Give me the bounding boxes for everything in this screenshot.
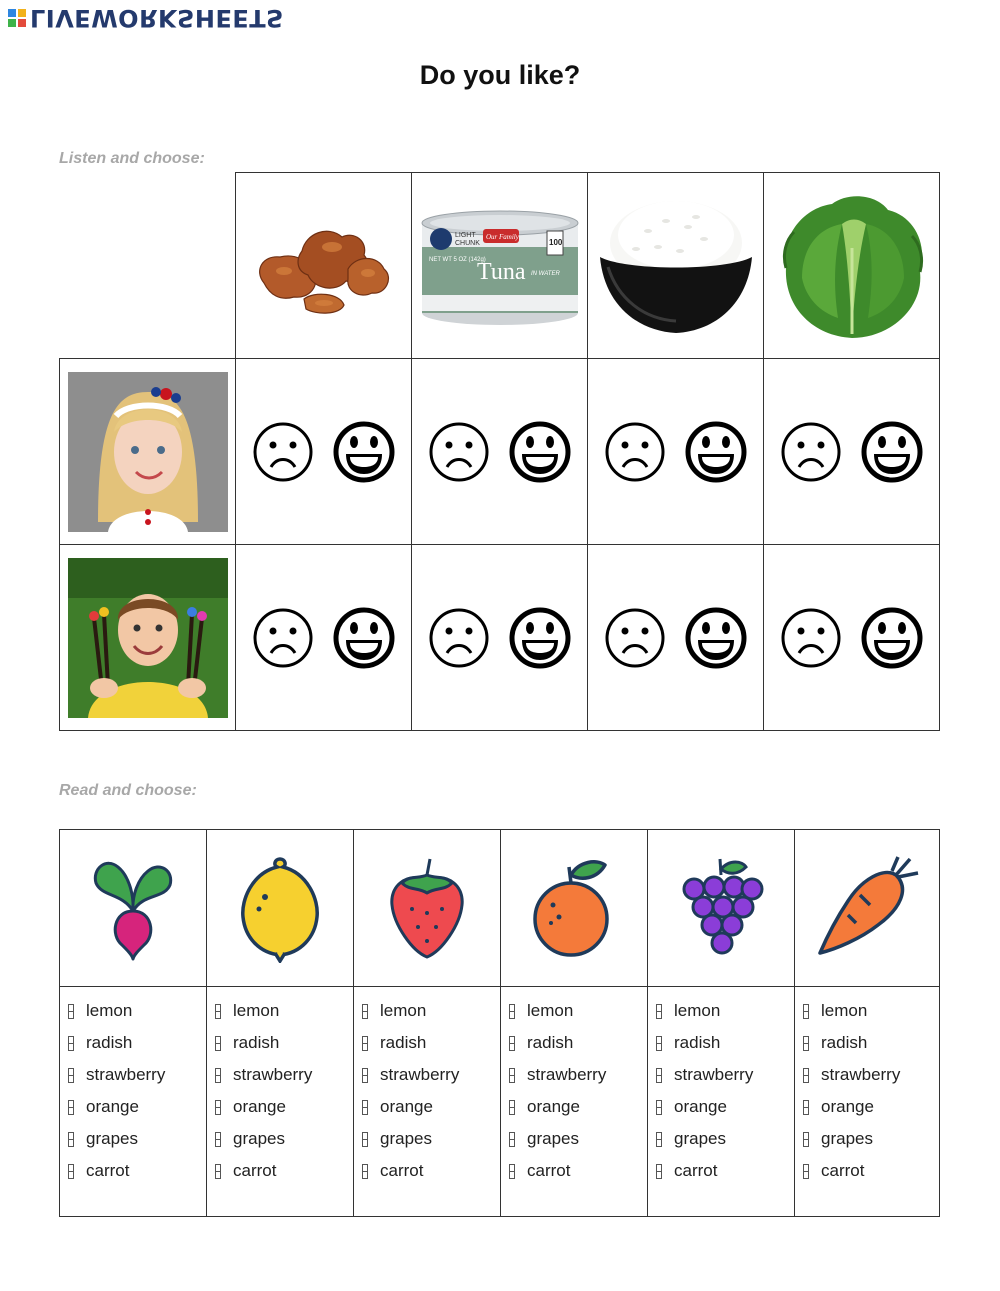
option-radish[interactable]: radish — [362, 1027, 500, 1059]
option-checkbox[interactable] — [362, 1004, 368, 1019]
option-carrot[interactable]: carrot — [803, 1155, 939, 1187]
option-lemon[interactable]: lemon — [215, 995, 353, 1027]
option-checkbox[interactable] — [509, 1004, 515, 1019]
option-checkbox[interactable] — [215, 1100, 221, 1115]
lettuce-icon — [772, 188, 932, 343]
page-title: Do you like? — [419, 60, 581, 90]
happy-face-icon[interactable] — [684, 606, 748, 670]
option-lemon[interactable]: lemon — [68, 995, 206, 1027]
option-checkbox[interactable] — [215, 1068, 221, 1083]
option-strawberry[interactable]: strawberry — [656, 1059, 794, 1091]
option-grapes[interactable]: grapes — [509, 1123, 647, 1155]
can-label-light: LIGHT — [454, 231, 476, 239]
option-lemon[interactable]: lemon — [656, 995, 794, 1027]
sad-face-icon[interactable] — [604, 607, 666, 669]
food-header-lettuce — [763, 172, 940, 359]
option-checkbox[interactable] — [68, 1132, 74, 1147]
option-checkbox[interactable] — [656, 1036, 662, 1051]
option-radish[interactable]: radish — [215, 1027, 353, 1059]
answer-cell-boy-chicken[interactable] — [235, 544, 412, 731]
picture-cell-3 — [353, 829, 501, 987]
boy-row-photo — [59, 544, 236, 731]
options-cell-3 — [353, 986, 501, 1217]
option-radish[interactable]: radish — [803, 1027, 939, 1059]
option-orange[interactable]: orange — [656, 1091, 794, 1123]
option-lemon[interactable]: lemon — [362, 995, 500, 1027]
option-orange[interactable]: orange — [68, 1091, 206, 1123]
picture-cell-5 — [647, 829, 795, 987]
option-radish[interactable]: radish — [509, 1027, 647, 1059]
option-checkbox[interactable] — [215, 1132, 221, 1147]
option-checkbox[interactable] — [803, 1164, 809, 1179]
option-radish[interactable]: radish — [656, 1027, 794, 1059]
option-grapes[interactable]: grapes — [68, 1123, 206, 1155]
options-cell-5 — [647, 986, 795, 1217]
option-grapes[interactable]: grapes — [803, 1123, 939, 1155]
food-header-rice — [587, 172, 764, 359]
happy-face-icon[interactable] — [508, 420, 572, 484]
carrot-icon — [812, 853, 922, 963]
picture-cell-2 — [206, 829, 354, 987]
option-strawberry[interactable]: strawberry — [362, 1059, 500, 1091]
sad-face-icon[interactable] — [252, 421, 314, 483]
option-checkbox[interactable] — [509, 1036, 515, 1051]
answer-cell-boy-rice[interactable] — [587, 544, 764, 731]
option-checkbox[interactable] — [803, 1100, 809, 1115]
option-strawberry[interactable]: strawberry — [509, 1059, 647, 1091]
option-radish[interactable]: radish — [68, 1027, 206, 1059]
can-label-badge: 100 — [548, 237, 562, 247]
option-checkbox[interactable] — [68, 1068, 74, 1083]
answer-cell-girl-tuna[interactable] — [411, 358, 588, 545]
options-cell-1 — [59, 986, 207, 1217]
option-checkbox[interactable] — [362, 1164, 368, 1179]
can-label-product: Tuna — [476, 258, 525, 285]
read-section-label: Read and choose: — [59, 782, 197, 799]
food-header-chicken — [235, 172, 412, 359]
orange-icon — [529, 853, 619, 963]
option-lemon[interactable]: lemon — [803, 995, 939, 1027]
option-checkbox[interactable] — [803, 1036, 809, 1051]
option-checkbox[interactable] — [215, 1164, 221, 1179]
girl-photo — [68, 372, 228, 532]
sad-face-icon[interactable] — [780, 607, 842, 669]
tuna-can-icon — [419, 201, 581, 331]
options-cell-4 — [500, 986, 648, 1217]
option-checkbox[interactable] — [68, 1036, 74, 1051]
option-grapes[interactable]: grapes — [362, 1123, 500, 1155]
option-orange[interactable]: orange — [803, 1091, 939, 1123]
can-label-weight: NET WT 5 OZ (142g) — [428, 256, 486, 263]
listen-table — [59, 172, 940, 731]
chicken-wings-icon — [244, 211, 404, 321]
listen-section-label: Listen and choose: — [59, 150, 205, 167]
option-checkbox[interactable] — [215, 1004, 221, 1019]
option-checkbox[interactable] — [362, 1068, 368, 1083]
food-header-tuna — [411, 172, 588, 359]
happy-face-icon[interactable] — [332, 606, 396, 670]
brand-logo — [8, 4, 284, 32]
answer-cell-boy-tuna[interactable] — [411, 544, 588, 731]
option-carrot[interactable]: carrot — [656, 1155, 794, 1187]
option-strawberry[interactable]: strawberry — [68, 1059, 206, 1091]
girl-row-photo — [59, 358, 236, 545]
happy-face-icon[interactable] — [508, 606, 572, 670]
option-checkbox[interactable] — [509, 1132, 515, 1147]
option-orange[interactable]: orange — [215, 1091, 353, 1123]
option-checkbox[interactable] — [362, 1132, 368, 1147]
answer-cell-girl-lettuce[interactable] — [763, 358, 940, 545]
option-checkbox[interactable] — [215, 1036, 221, 1051]
option-orange[interactable]: orange — [362, 1091, 500, 1123]
option-checkbox[interactable] — [656, 1164, 662, 1179]
option-carrot[interactable]: carrot — [68, 1155, 206, 1187]
option-checkbox[interactable] — [803, 1132, 809, 1147]
happy-face-icon[interactable] — [332, 420, 396, 484]
option-carrot[interactable]: carrot — [215, 1155, 353, 1187]
picture-cell-1 — [59, 829, 207, 987]
option-checkbox[interactable] — [803, 1004, 809, 1019]
option-carrot[interactable]: carrot — [509, 1155, 647, 1187]
option-checkbox[interactable] — [656, 1068, 662, 1083]
boy-photo — [68, 558, 228, 718]
option-checkbox[interactable] — [68, 1004, 74, 1019]
option-checkbox[interactable] — [803, 1068, 809, 1083]
option-checkbox[interactable] — [509, 1100, 515, 1115]
happy-face-icon[interactable] — [860, 606, 924, 670]
answer-cell-girl-chicken[interactable] — [235, 358, 412, 545]
option-checkbox[interactable] — [509, 1164, 515, 1179]
strawberry-icon — [382, 853, 472, 963]
picture-cell-6 — [794, 829, 940, 987]
rice-bowl-icon — [596, 191, 756, 341]
read-table — [59, 829, 940, 1217]
brand-text: LIVEWORKSHEETS — [30, 4, 284, 32]
option-checkbox[interactable] — [362, 1100, 368, 1115]
sad-face-icon[interactable] — [428, 607, 490, 669]
option-checkbox[interactable] — [68, 1164, 74, 1179]
option-strawberry[interactable]: strawberry — [215, 1059, 353, 1091]
option-checkbox[interactable] — [656, 1132, 662, 1147]
answer-cell-girl-rice[interactable] — [587, 358, 764, 545]
answer-cell-boy-lettuce[interactable] — [763, 544, 940, 731]
option-checkbox[interactable] — [656, 1100, 662, 1115]
can-label-chunk: CHUNK — [454, 239, 480, 247]
option-orange[interactable]: orange — [509, 1091, 647, 1123]
happy-face-icon[interactable] — [684, 420, 748, 484]
radish-icon — [88, 853, 178, 963]
grapes-icon — [676, 853, 766, 963]
sad-face-icon[interactable] — [252, 607, 314, 669]
sad-face-icon[interactable] — [428, 421, 490, 483]
happy-face-icon[interactable] — [860, 420, 924, 484]
option-checkbox[interactable] — [656, 1004, 662, 1019]
lemon-icon — [235, 853, 325, 963]
option-strawberry[interactable]: strawberry — [803, 1059, 939, 1091]
sad-face-icon[interactable] — [780, 421, 842, 483]
option-grapes[interactable]: grapes — [656, 1123, 794, 1155]
option-checkbox[interactable] — [362, 1036, 368, 1051]
option-lemon[interactable]: lemon — [509, 995, 647, 1027]
option-checkbox[interactable] — [509, 1068, 515, 1083]
picture-cell-4 — [500, 829, 648, 987]
option-grapes[interactable]: grapes — [215, 1123, 353, 1155]
options-cell-6 — [794, 986, 940, 1217]
option-carrot[interactable]: carrot — [362, 1155, 500, 1187]
option-checkbox[interactable] — [68, 1100, 74, 1115]
sad-face-icon[interactable] — [604, 421, 666, 483]
can-label-brand: Our Family — [485, 232, 519, 241]
can-label-sub: IN WATER — [530, 270, 560, 277]
options-cell-2 — [206, 986, 354, 1217]
brand-blocks-icon — [8, 9, 26, 27]
